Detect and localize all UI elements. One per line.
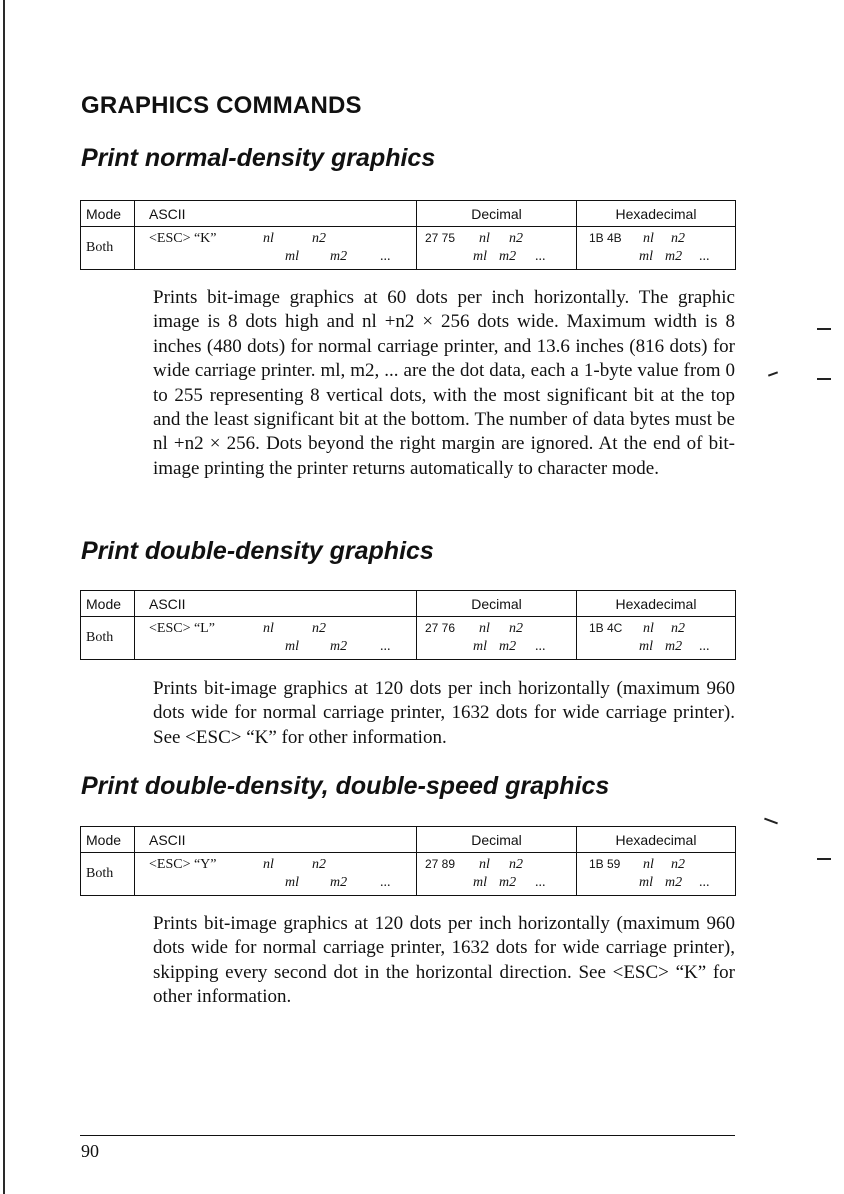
hex-code: 1B 4C <box>589 621 623 635</box>
param-m1: ml <box>639 875 653 890</box>
decimal-code: 27 76 <box>425 621 456 635</box>
param-n2: n2 <box>671 857 685 872</box>
section-title-normal-density: Print normal-density graphics <box>81 144 436 172</box>
param-n1: nl <box>643 231 654 246</box>
param-n2: n2 <box>509 231 523 246</box>
param-m1: ml <box>285 639 299 654</box>
ascii-cell <box>135 617 417 660</box>
section-title-double-speed: Print double-density, double-speed graphics <box>81 772 610 800</box>
ellipsis: ... <box>699 249 710 264</box>
param-n1: nl <box>643 621 654 636</box>
mode-cell: Both <box>81 853 135 896</box>
param-n1: nl <box>479 621 490 636</box>
param-m2: m2 <box>330 249 348 264</box>
param-n1: nl <box>643 857 654 872</box>
param-n1: nl <box>263 857 274 872</box>
param-n2: n2 <box>509 621 523 636</box>
param-n2: n2 <box>312 231 326 246</box>
hex-cell <box>577 227 736 270</box>
ascii-code: <ESC> “L” <box>149 621 215 636</box>
param-m1: ml <box>639 639 653 654</box>
header-ascii: ASCII <box>135 201 417 227</box>
param-n1: nl <box>479 231 490 246</box>
param-n1: nl <box>479 857 490 872</box>
param-m1: ml <box>285 875 299 890</box>
ellipsis: ... <box>380 249 391 264</box>
decimal-code: 27 75 <box>425 231 456 245</box>
param-m1: ml <box>285 249 299 264</box>
ellipsis: ... <box>699 639 710 654</box>
param-m2: m2 <box>499 249 517 264</box>
decimal-cell <box>417 617 577 660</box>
param-m2: m2 <box>330 875 348 890</box>
command-table-double-speed <box>80 826 736 896</box>
hex-cell <box>577 853 736 896</box>
section-body-normal-density: Prints bit-image graphics at 60 dots per inch horizontally. The graphic image is 8 dots high and nl +n2 × 256 dots wide. Maximum width is 8 inches (480 dots) for normal carriage printer, and 13.6 inches (816 dots) for wide carriage printer. ml, m2, ... are the dot data, each a 1-byte value from 0 to 255 representing 8 vertical dots, with the most significant bit at the top and the least significant bit at the bottom. The number of data bytes must be nl +n2 × 256. Dots beyond the right margin are ignored. At the end of bit-image printing the printer returns automatically to character mode. <box>153 287 735 479</box>
section-body-double-speed: Prints bit-image graphics at 120 dots per inch horizontally (maximum 960 dots wide for normal carriage printer, 1632 dots for wide carriage printer), skipping every second dot in the horizontal direction. See <ESC> “K” for other information. <box>153 913 735 1008</box>
param-n2: n2 <box>509 857 523 872</box>
decimal-cell <box>417 227 577 270</box>
binding-edge <box>3 0 5 1194</box>
param-m2: m2 <box>665 639 683 654</box>
ellipsis: ... <box>380 875 391 890</box>
hex-code: 1B 59 <box>589 857 621 871</box>
ascii-code: <ESC> “Y” <box>149 857 217 872</box>
param-m2: m2 <box>665 249 683 264</box>
command-table-normal-density <box>80 200 736 270</box>
footer-rule <box>80 1135 735 1136</box>
page-heading: GRAPHICS COMMANDS <box>81 92 362 119</box>
mode-cell: Both <box>81 617 135 660</box>
ellipsis: ... <box>380 639 391 654</box>
param-m1: ml <box>473 639 487 654</box>
ascii-cell <box>135 227 417 270</box>
header-mode: Mode <box>81 827 135 853</box>
margin-mark <box>817 378 831 380</box>
section-body-double-density: Prints bit-image graphics at 120 dots per inch horizontally (maximum 960 dots wide for normal carriage printer, 1632 dots for wide carriage printer). See <ESC> “K” for other information. <box>153 678 735 748</box>
ellipsis: ... <box>699 875 710 890</box>
mode-cell: Both <box>81 227 135 270</box>
ascii-cell <box>135 853 417 896</box>
param-n2: n2 <box>671 231 685 246</box>
decimal-cell <box>417 853 577 896</box>
header-mode: Mode <box>81 201 135 227</box>
header-hex: Hexadecimal <box>577 591 736 617</box>
section-title-double-density: Print double-density graphics <box>81 537 434 565</box>
header-ascii: ASCII <box>135 827 417 853</box>
command-table-double-density <box>80 590 736 660</box>
page-number: 90 <box>81 1141 99 1161</box>
margin-mark <box>764 818 778 825</box>
header-decimal: Decimal <box>417 201 577 227</box>
margin-mark <box>817 858 831 860</box>
param-n2: n2 <box>312 621 326 636</box>
param-m1: ml <box>473 875 487 890</box>
param-m1: ml <box>639 249 653 264</box>
param-n1: nl <box>263 621 274 636</box>
margin-mark <box>817 328 831 330</box>
header-decimal: Decimal <box>417 591 577 617</box>
param-m2: m2 <box>499 639 517 654</box>
param-m1: ml <box>473 249 487 264</box>
header-mode: Mode <box>81 591 135 617</box>
ascii-code: <ESC> “K” <box>149 231 217 246</box>
header-ascii: ASCII <box>135 591 417 617</box>
header-hex: Hexadecimal <box>577 827 736 853</box>
hex-code: 1B 4B <box>589 231 622 245</box>
param-n2: n2 <box>312 857 326 872</box>
margin-mark <box>768 371 778 376</box>
param-m2: m2 <box>665 875 683 890</box>
header-decimal: Decimal <box>417 827 577 853</box>
param-m2: m2 <box>330 639 348 654</box>
param-n2: n2 <box>671 621 685 636</box>
header-hex: Hexadecimal <box>577 201 736 227</box>
param-m2: m2 <box>499 875 517 890</box>
ellipsis: ... <box>535 875 546 890</box>
decimal-code: 27 89 <box>425 857 456 871</box>
ellipsis: ... <box>535 249 546 264</box>
ellipsis: ... <box>535 639 546 654</box>
param-n1: nl <box>263 231 274 246</box>
hex-cell <box>577 617 736 660</box>
